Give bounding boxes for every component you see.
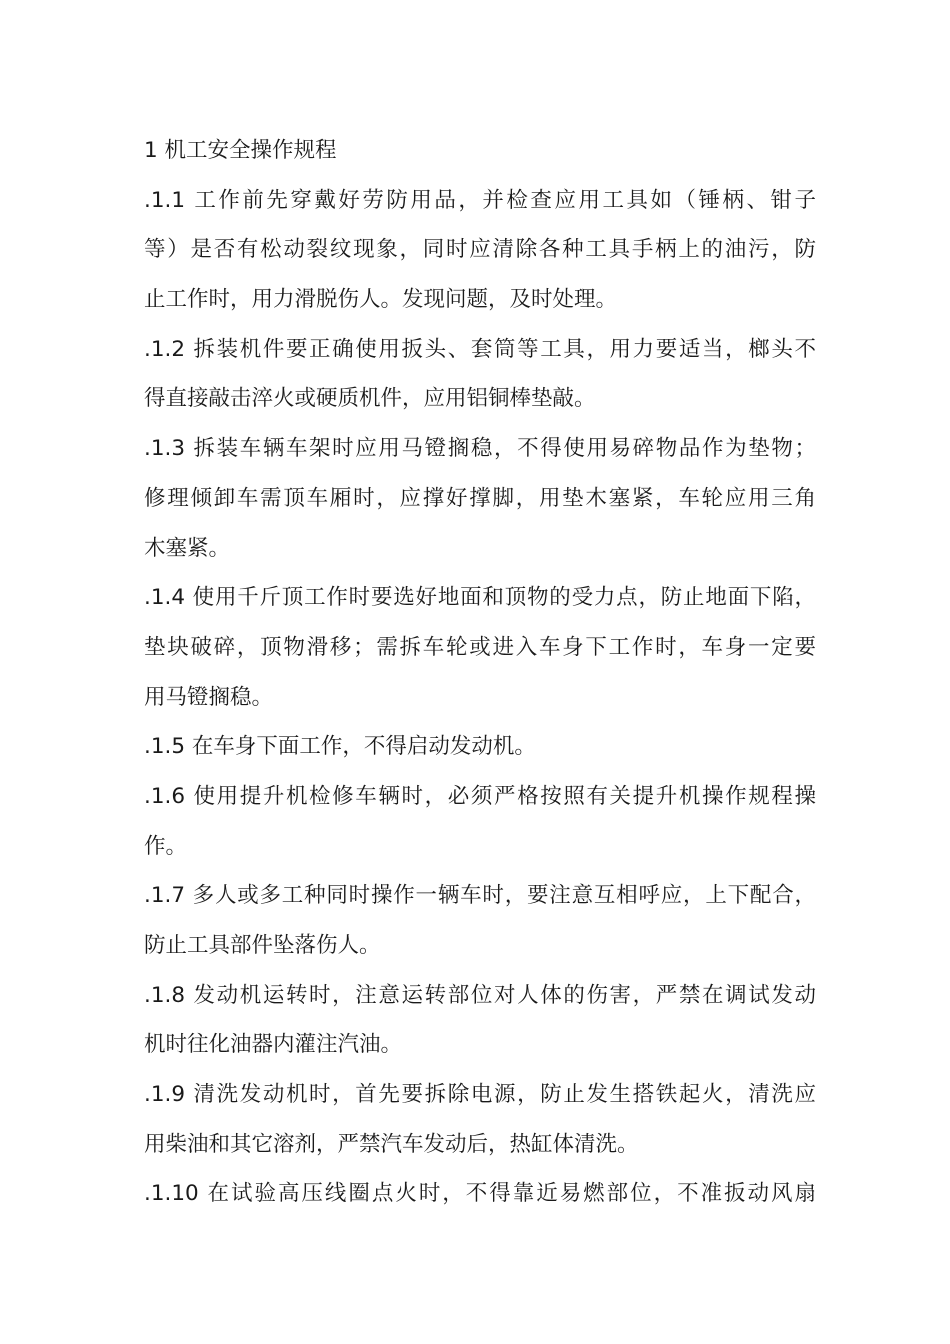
text-line: 机时往化油器内灌注汽油。 — [144, 1032, 403, 1058]
text-line: .1.4 使用千斤顶工作时要选好地面和顶物的受力点，防止地面下陷， — [144, 585, 816, 611]
text-line: 等）是否有松动裂纹现象，同时应清除各种工具手柄上的油污，防 — [144, 237, 816, 263]
text-line: 得直接敲击淬火或硬质机件，应用铝铜棒垫敲。 — [144, 386, 596, 412]
text-line: .1.9 清洗发动机时，首先要拆除电源，防止发生搭铁起火，清洗应 — [144, 1082, 816, 1108]
text-line: .1.8 发动机运转时，注意运转部位对人体的伤害，严禁在调试发动 — [144, 982, 816, 1008]
text-line: .1.7 多人或多工种同时操作一辆车时，要注意互相呼应，上下配合， — [144, 883, 816, 909]
text-line: .1.5 在车身下面工作，不得启动发动机。 — [144, 734, 536, 760]
text-line: .1.6 使用提升机检修车辆时，必须严格按照有关提升机操作规程操 — [144, 783, 816, 809]
text-line: .1.3 拆装车辆车架时应用马镫搁稳，不得使用易碎物品作为垫物； — [144, 436, 816, 462]
text-line: 止工作时，用力滑脱伤人。发现问题，及时处理。 — [144, 287, 618, 313]
text-line: 防止工具部件坠落伤人。 — [144, 933, 381, 958]
document-body — [144, 126, 816, 1219]
text-line: 用柴油和其它溶剂，严禁汽车发动后，热缸体清洗。 — [144, 1131, 639, 1157]
text-line: .1.2 拆装机件要正确使用扳头、套筒等工具，用力要适当，榔头不 — [144, 336, 816, 362]
text-line: 垫块破碎，顶物滑移；需拆车轮或进入车身下工作时，车身一定要 — [144, 634, 816, 660]
document-title: 1 机工安全操作规程 — [144, 138, 337, 163]
text-line: .1.10 在试验高压线圈点火时，不得靠近易燃部位，不准扳动风扇 — [144, 1181, 816, 1207]
text-line: 作。 — [144, 833, 188, 859]
text-line: 修理倾卸车需顶车厢时，应撑好撑脚，用垫木塞紧，车轮应用三角 — [144, 485, 816, 511]
text-line: 木塞紧。 — [144, 535, 231, 561]
text-line: 用马镫搁稳。 — [144, 684, 274, 710]
text-line: .1.1 工作前先穿戴好劳防用品，并检查应用工具如（锤柄、钳子 — [144, 187, 816, 213]
